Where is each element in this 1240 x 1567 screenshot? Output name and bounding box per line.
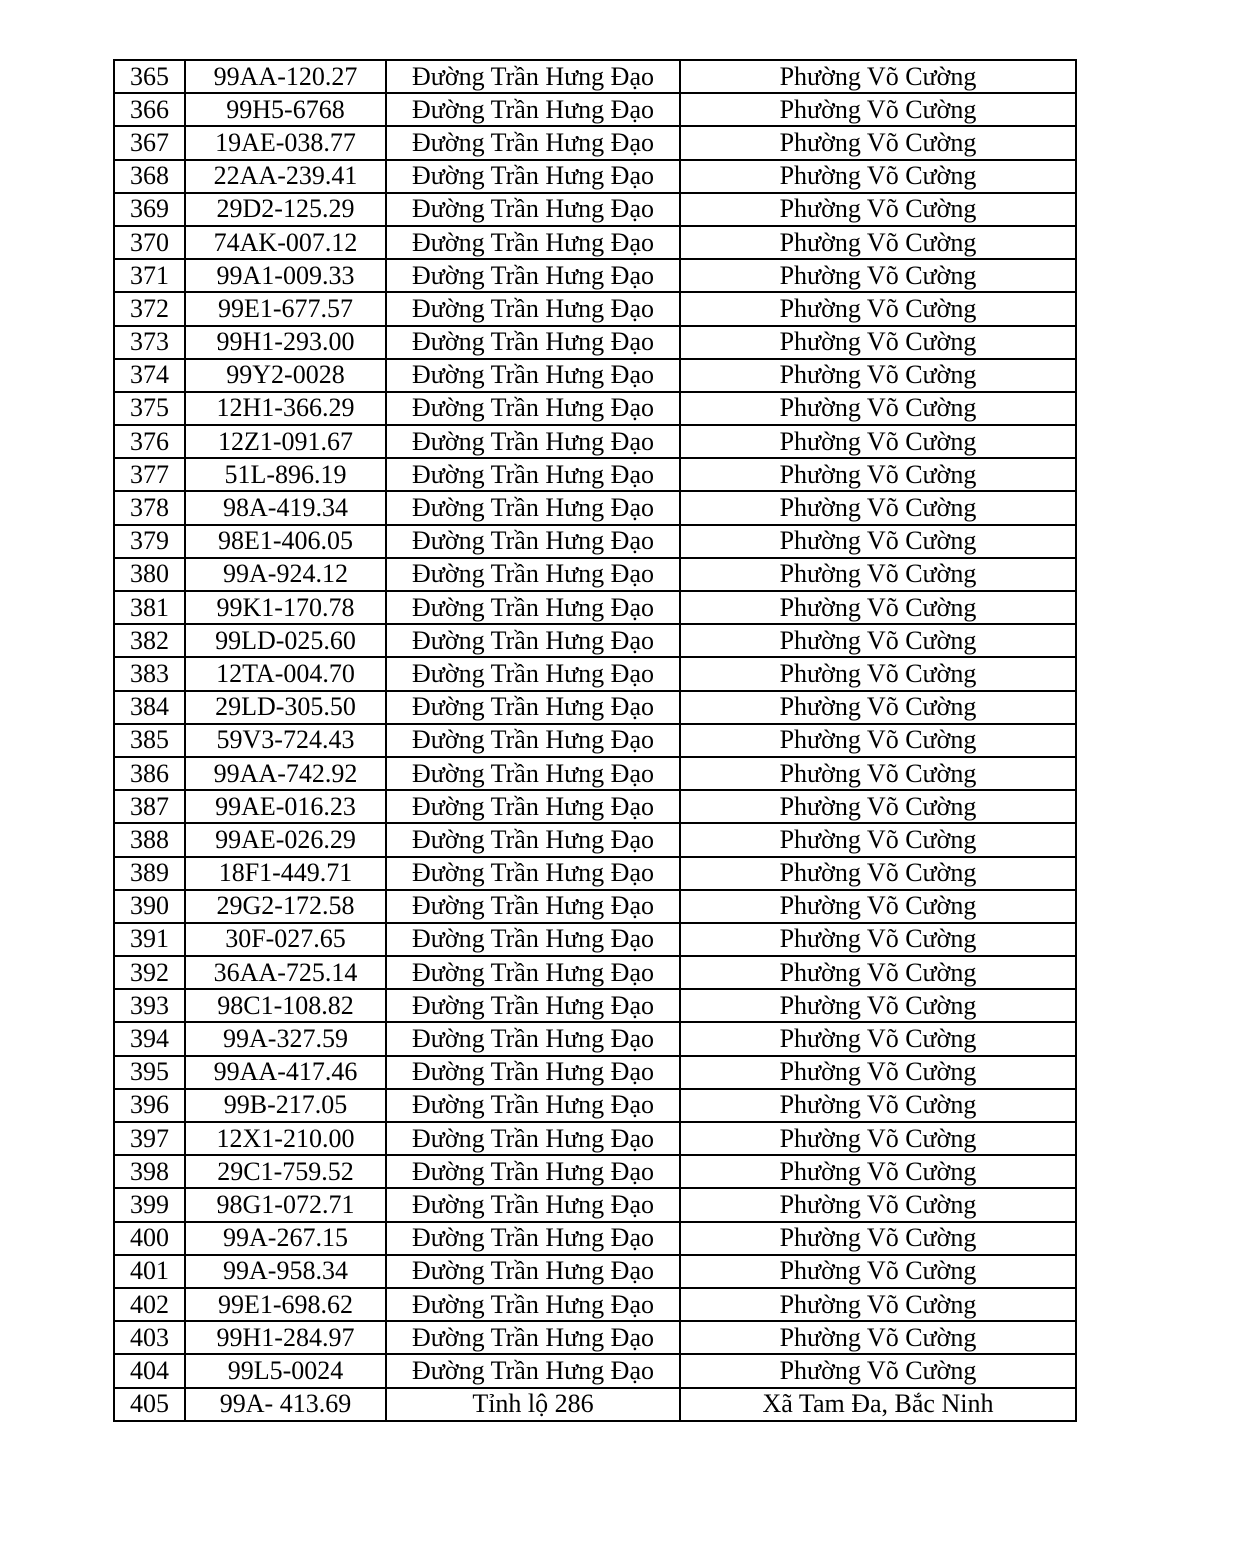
license-plate-cell: 99L5-0024 — [185, 1354, 386, 1387]
ward-cell: Phường Võ Cường — [680, 425, 1076, 458]
street-cell: Đường Trần Hưng Đạo — [386, 160, 680, 193]
license-plate-cell: 29C1-759.52 — [185, 1155, 386, 1188]
license-plate-cell: 99H1-284.97 — [185, 1321, 386, 1354]
license-plate-cell: 18F1-449.71 — [185, 857, 386, 890]
row-number-cell: 366 — [114, 93, 185, 126]
license-plate-cell: 12X1-210.00 — [185, 1122, 386, 1155]
row-number-cell: 372 — [114, 292, 185, 325]
license-plate-cell: 98C1-108.82 — [185, 989, 386, 1022]
row-number-cell: 379 — [114, 525, 185, 558]
license-plate-cell: 99A-924.12 — [185, 558, 386, 591]
table-row — [114, 1321, 1076, 1354]
license-plate-cell: 99K1-170.78 — [185, 591, 386, 624]
license-plate-cell: 12H1-366.29 — [185, 392, 386, 425]
ward-cell: Phường Võ Cường — [680, 956, 1076, 989]
ward-cell: Phường Võ Cường — [680, 1255, 1076, 1288]
license-plate-cell: 99Y2-0028 — [185, 359, 386, 392]
row-number-cell: 370 — [114, 226, 185, 259]
street-cell: Đường Trần Hưng Đạo — [386, 1188, 680, 1221]
row-number-cell: 386 — [114, 757, 185, 790]
row-number-cell: 396 — [114, 1089, 185, 1122]
license-plate-cell: 99A-958.34 — [185, 1255, 386, 1288]
ward-cell: Phường Võ Cường — [680, 591, 1076, 624]
ward-cell: Phường Võ Cường — [680, 823, 1076, 856]
table-body — [114, 60, 1076, 1421]
street-cell: Đường Trần Hưng Đạo — [386, 857, 680, 890]
license-plate-cell: 29LD-305.50 — [185, 691, 386, 724]
table-row — [114, 989, 1076, 1022]
street-cell: Đường Trần Hưng Đạo — [386, 1056, 680, 1089]
ward-cell: Phường Võ Cường — [680, 558, 1076, 591]
ward-cell: Phường Võ Cường — [680, 691, 1076, 724]
street-cell: Đường Trần Hưng Đạo — [386, 591, 680, 624]
table-row — [114, 458, 1076, 491]
table-row — [114, 823, 1076, 856]
street-cell: Đường Trần Hưng Đạo — [386, 93, 680, 126]
table-row — [114, 1288, 1076, 1321]
license-plate-cell: 99A1-009.33 — [185, 259, 386, 292]
row-number-cell: 376 — [114, 425, 185, 458]
license-plate-cell: 99AA-120.27 — [185, 60, 386, 93]
table-row — [114, 591, 1076, 624]
row-number-cell: 394 — [114, 1022, 185, 1055]
row-number-cell: 404 — [114, 1354, 185, 1387]
ward-cell: Phường Võ Cường — [680, 1288, 1076, 1321]
ward-cell: Phường Võ Cường — [680, 757, 1076, 790]
street-cell: Đường Trần Hưng Đạo — [386, 1255, 680, 1288]
table-row — [114, 1022, 1076, 1055]
ward-cell: Phường Võ Cường — [680, 923, 1076, 956]
table-row — [114, 326, 1076, 359]
table-row — [114, 425, 1076, 458]
table-row — [114, 790, 1076, 823]
ward-cell: Phường Võ Cường — [680, 1222, 1076, 1255]
street-cell: Đường Trần Hưng Đạo — [386, 1122, 680, 1155]
license-plate-cell: 99E1-677.57 — [185, 292, 386, 325]
street-cell: Đường Trần Hưng Đạo — [386, 1321, 680, 1354]
row-number-cell: 374 — [114, 359, 185, 392]
ward-cell: Phường Võ Cường — [680, 1089, 1076, 1122]
street-cell: Đường Trần Hưng Đạo — [386, 525, 680, 558]
street-cell: Đường Trần Hưng Đạo — [386, 624, 680, 657]
row-number-cell: 373 — [114, 326, 185, 359]
table-row — [114, 1089, 1076, 1122]
table-row — [114, 724, 1076, 757]
street-cell: Đường Trần Hưng Đạo — [386, 259, 680, 292]
row-number-cell: 387 — [114, 790, 185, 823]
row-number-cell: 375 — [114, 392, 185, 425]
ward-cell: Phường Võ Cường — [680, 724, 1076, 757]
table-row — [114, 359, 1076, 392]
license-plate-cell: 12Z1-091.67 — [185, 425, 386, 458]
ward-cell: Phường Võ Cường — [680, 193, 1076, 226]
license-plate-cell: 12TA-004.70 — [185, 657, 386, 690]
street-cell: Đường Trần Hưng Đạo — [386, 359, 680, 392]
table-row — [114, 392, 1076, 425]
table-row — [114, 657, 1076, 690]
table-row — [114, 890, 1076, 923]
license-plate-cell: 74AK-007.12 — [185, 226, 386, 259]
license-plate-cell: 99LD-025.60 — [185, 624, 386, 657]
license-plate-cell: 99AE-026.29 — [185, 823, 386, 856]
table-row — [114, 1388, 1076, 1421]
row-number-cell: 403 — [114, 1321, 185, 1354]
table-row — [114, 259, 1076, 292]
row-number-cell: 385 — [114, 724, 185, 757]
row-number-cell: 367 — [114, 126, 185, 159]
ward-cell: Phường Võ Cường — [680, 890, 1076, 923]
street-cell: Đường Trần Hưng Đạo — [386, 193, 680, 226]
ward-cell: Phường Võ Cường — [680, 326, 1076, 359]
row-number-cell: 388 — [114, 823, 185, 856]
ward-cell: Phường Võ Cường — [680, 624, 1076, 657]
street-cell: Đường Trần Hưng Đạo — [386, 292, 680, 325]
street-cell: Đường Trần Hưng Đạo — [386, 956, 680, 989]
table-row — [114, 193, 1076, 226]
table-row — [114, 956, 1076, 989]
street-cell: Đường Trần Hưng Đạo — [386, 226, 680, 259]
row-number-cell: 401 — [114, 1255, 185, 1288]
license-plate-cell: 36AA-725.14 — [185, 956, 386, 989]
license-plate-cell: 99AA-742.92 — [185, 757, 386, 790]
ward-cell: Phường Võ Cường — [680, 60, 1076, 93]
license-plate-cell: 99A-267.15 — [185, 1222, 386, 1255]
street-cell: Đường Trần Hưng Đạo — [386, 392, 680, 425]
row-number-cell: 395 — [114, 1056, 185, 1089]
table-row — [114, 1222, 1076, 1255]
row-number-cell: 380 — [114, 558, 185, 591]
street-cell: Đường Trần Hưng Đạo — [386, 1089, 680, 1122]
table-row — [114, 857, 1076, 890]
license-plate-cell: 99H1-293.00 — [185, 326, 386, 359]
street-cell: Đường Trần Hưng Đạo — [386, 1222, 680, 1255]
license-plate-cell: 19AE-038.77 — [185, 126, 386, 159]
street-cell: Đường Trần Hưng Đạo — [386, 491, 680, 524]
street-cell: Đường Trần Hưng Đạo — [386, 691, 680, 724]
license-plate-cell: 99A-327.59 — [185, 1022, 386, 1055]
ward-cell: Phường Võ Cường — [680, 160, 1076, 193]
row-number-cell: 369 — [114, 193, 185, 226]
row-number-cell: 393 — [114, 989, 185, 1022]
row-number-cell: 381 — [114, 591, 185, 624]
table-row — [114, 1188, 1076, 1221]
table-row — [114, 160, 1076, 193]
ward-cell: Phường Võ Cường — [680, 525, 1076, 558]
street-cell: Đường Trần Hưng Đạo — [386, 757, 680, 790]
table-row — [114, 1056, 1076, 1089]
license-plate-cell: 51L-896.19 — [185, 458, 386, 491]
table-row — [114, 691, 1076, 724]
street-cell: Đường Trần Hưng Đạo — [386, 60, 680, 93]
row-number-cell: 382 — [114, 624, 185, 657]
table-row — [114, 292, 1076, 325]
street-cell: Tỉnh lộ 286 — [386, 1388, 680, 1421]
ward-cell: Phường Võ Cường — [680, 790, 1076, 823]
street-cell: Đường Trần Hưng Đạo — [386, 923, 680, 956]
ward-cell: Phường Võ Cường — [680, 392, 1076, 425]
row-number-cell: 399 — [114, 1188, 185, 1221]
table-row — [114, 1354, 1076, 1387]
license-plate-cell: 30F-027.65 — [185, 923, 386, 956]
ward-cell: Phường Võ Cường — [680, 1321, 1076, 1354]
license-plate-cell: 22AA-239.41 — [185, 160, 386, 193]
row-number-cell: 368 — [114, 160, 185, 193]
ward-cell: Phường Võ Cường — [680, 1022, 1076, 1055]
table-row — [114, 491, 1076, 524]
ward-cell: Phường Võ Cường — [680, 1122, 1076, 1155]
license-plate-cell: 99H5-6768 — [185, 93, 386, 126]
table-row — [114, 624, 1076, 657]
row-number-cell: 400 — [114, 1222, 185, 1255]
row-number-cell: 377 — [114, 458, 185, 491]
row-number-cell: 397 — [114, 1122, 185, 1155]
street-cell: Đường Trần Hưng Đạo — [386, 1155, 680, 1188]
street-cell: Đường Trần Hưng Đạo — [386, 989, 680, 1022]
table-row — [114, 226, 1076, 259]
row-number-cell: 378 — [114, 491, 185, 524]
table-row — [114, 525, 1076, 558]
ward-cell: Phường Võ Cường — [680, 857, 1076, 890]
street-cell: Đường Trần Hưng Đạo — [386, 1354, 680, 1387]
street-cell: Đường Trần Hưng Đạo — [386, 657, 680, 690]
row-number-cell: 392 — [114, 956, 185, 989]
table-row — [114, 93, 1076, 126]
street-cell: Đường Trần Hưng Đạo — [386, 458, 680, 491]
ward-cell: Phường Võ Cường — [680, 1188, 1076, 1221]
row-number-cell: 402 — [114, 1288, 185, 1321]
ward-cell: Phường Võ Cường — [680, 989, 1076, 1022]
row-number-cell: 383 — [114, 657, 185, 690]
ward-cell: Phường Võ Cường — [680, 1155, 1076, 1188]
street-cell: Đường Trần Hưng Đạo — [386, 558, 680, 591]
license-plate-cell: 99AE-016.23 — [185, 790, 386, 823]
street-cell: Đường Trần Hưng Đạo — [386, 1288, 680, 1321]
row-number-cell: 371 — [114, 259, 185, 292]
license-plate-cell: 98E1-406.05 — [185, 525, 386, 558]
ward-cell: Phường Võ Cường — [680, 491, 1076, 524]
ward-cell: Phường Võ Cường — [680, 259, 1076, 292]
license-plate-cell: 29G2-172.58 — [185, 890, 386, 923]
street-cell: Đường Trần Hưng Đạo — [386, 425, 680, 458]
vehicle-list-table — [113, 59, 1077, 1422]
license-plate-cell: 99B-217.05 — [185, 1089, 386, 1122]
ward-cell: Phường Võ Cường — [680, 359, 1076, 392]
row-number-cell: 384 — [114, 691, 185, 724]
row-number-cell: 390 — [114, 890, 185, 923]
license-plate-cell: 99AA-417.46 — [185, 1056, 386, 1089]
street-cell: Đường Trần Hưng Đạo — [386, 890, 680, 923]
table-row — [114, 1155, 1076, 1188]
row-number-cell: 398 — [114, 1155, 185, 1188]
table-row — [114, 1255, 1076, 1288]
ward-cell: Phường Võ Cường — [680, 458, 1076, 491]
license-plate-cell: 99E1-698.62 — [185, 1288, 386, 1321]
ward-cell: Phường Võ Cường — [680, 1354, 1076, 1387]
row-number-cell: 391 — [114, 923, 185, 956]
license-plate-cell: 59V3-724.43 — [185, 724, 386, 757]
street-cell: Đường Trần Hưng Đạo — [386, 326, 680, 359]
license-plate-cell: 98G1-072.71 — [185, 1188, 386, 1221]
street-cell: Đường Trần Hưng Đạo — [386, 1022, 680, 1055]
table-row — [114, 126, 1076, 159]
street-cell: Đường Trần Hưng Đạo — [386, 790, 680, 823]
ward-cell: Phường Võ Cường — [680, 126, 1076, 159]
license-plate-cell: 99A- 413.69 — [185, 1388, 386, 1421]
row-number-cell: 365 — [114, 60, 185, 93]
ward-cell: Phường Võ Cường — [680, 292, 1076, 325]
row-number-cell: 405 — [114, 1388, 185, 1421]
ward-cell: Xã Tam Đa, Bắc Ninh — [680, 1388, 1076, 1421]
table-row — [114, 1122, 1076, 1155]
row-number-cell: 389 — [114, 857, 185, 890]
ward-cell: Phường Võ Cường — [680, 93, 1076, 126]
street-cell: Đường Trần Hưng Đạo — [386, 126, 680, 159]
table-row — [114, 757, 1076, 790]
street-cell: Đường Trần Hưng Đạo — [386, 724, 680, 757]
ward-cell: Phường Võ Cường — [680, 657, 1076, 690]
license-plate-cell: 29D2-125.29 — [185, 193, 386, 226]
table-row — [114, 923, 1076, 956]
ward-cell: Phường Võ Cường — [680, 1056, 1076, 1089]
table-row — [114, 60, 1076, 93]
ward-cell: Phường Võ Cường — [680, 226, 1076, 259]
license-plate-cell: 98A-419.34 — [185, 491, 386, 524]
street-cell: Đường Trần Hưng Đạo — [386, 823, 680, 856]
table-row — [114, 558, 1076, 591]
